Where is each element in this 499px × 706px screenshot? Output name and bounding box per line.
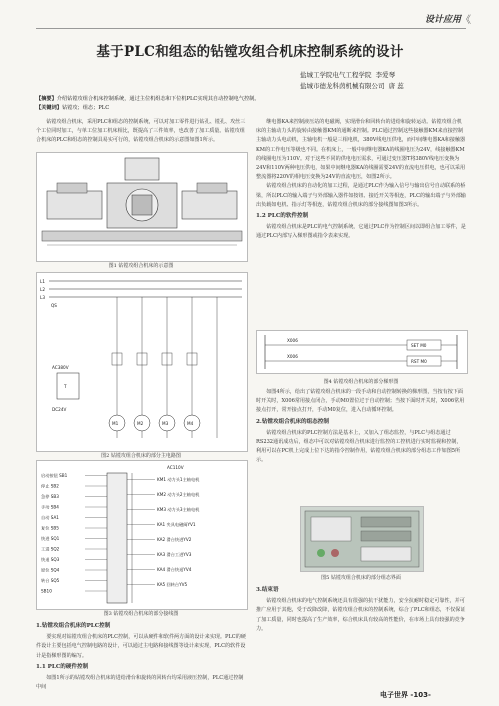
svg-text:AC110V: AC110V <box>167 465 184 470</box>
fig3-input-label: 手动 SB4 <box>41 504 59 510</box>
fig3-output-label: KM1 动力头1主轴电机 <box>157 477 200 482</box>
svg-text:M1: M1 <box>112 421 119 426</box>
fig3-input-label: 复位 SB5 <box>41 525 59 531</box>
section-mark: 《 <box>461 15 471 26</box>
fig3-input-label: 停止 SB2 <box>41 483 59 489</box>
right-col-mid: 如图4所示，给出了钻镗攻组合机床的一段手动和自动控制转换的梯形图，当按有按下面时开关时，X006常用接点闭合，手动M0置位过于自动控制；当按下面时开关时，X006常用接点打开，常开接点打开，手动M0复位，进入自动循环控制。 2.钻镗攻组合机床的组态控制 钻镗攻组合机床的PLC控制方法是基本上，又加入了组态监控，与PLC与组态通过RS232通讯成功后，组态中可以对钻镗攻组合机床进行监控的工控机进行实时监视和控制，利用可以在PC机上完成上位下达的指令控制作用，钻镗攻组合机床的部分组态工作如图5所示。 <box>256 389 465 464</box>
right-col-bottom: 3.结束语 钻镗攻组合机床的电气控制系统还具有很强的抗干扰能力，安全抗耐时稳定可靠性，并可推广应用于其他，受于改降改降，钻镗攻组合机床的控制系统，综合了PLC和组态，不仅保证了加工质量，同时也提高了生产效率，综合机床具有较高的性能价，在市场上具有较强的竞争力。 <box>256 587 466 632</box>
caption-fig5: 图5 钻镗攻组合机床的部分组态界面 <box>321 575 401 581</box>
svg-text:M2: M2 <box>137 421 144 426</box>
fig3-input-label: 启动按钮 SB1 <box>41 473 68 478</box>
paper-title: 基于PLC和组态的钻镗攻组合机床控制系统的设计 <box>96 44 404 60</box>
left-intro: 钻镗攻组合机床，采用PLC和组态的控制系统，可以对加工零件进行钻孔、镗孔、攻丝三个工位同时加工，与单工位加工机床相比，既提高了三件效率，也改善了加工质量。钻镗攻组合机床的PLC和组态的控制具易实可行的，钻镗攻组合机床的示意图如图1所示。 <box>36 119 246 144</box>
fig3-output-label: KA1 夹具电磁阀YV1 <box>157 522 196 527</box>
svg-text:SET M0: SET M0 <box>411 343 427 348</box>
left-bottom: 1.钻镗攻组合机床的PLC控制 要实现对钻镗攻组合机床的PLC控制，可以从硬件和软件两方面的设计来实现。PLC的硬件设计主要包括电气控制电路的设计，可以通过主电路和接线图等设计来实现，PLC的软件设计是指梯形图的编写。 1.1 PLC的硬件控制 如图1所示的钻镗攻组合机床的进给滑台和旋转的回转台均采用液压控制，PLC通过控制中间 <box>36 623 246 691</box>
authors <box>300 70 470 92</box>
svg-text:DC24V: DC24V <box>52 407 67 412</box>
svg-text:L3: L3 <box>40 295 45 300</box>
author-2: 盐城市德龙科茵机械有限公司 唐 蕊 <box>300 82 404 90</box>
fig3-output-label: KM3 动力头3主轴电机 <box>157 507 200 512</box>
svg-text:X006: X006 <box>287 338 298 343</box>
fig3-input-label: SB10 <box>41 588 52 594</box>
svg-text:T: T <box>64 384 67 389</box>
caption-fig3: 图3 钻镗攻组合机床的部分接线图 <box>103 611 179 617</box>
fig3-output-label: KA3 滑台工进YV3 <box>157 552 192 557</box>
author-1: 盐城工学院电气工程学院 李爱琴 <box>300 71 396 79</box>
fig3-input-label: 转台 SQ5 <box>41 578 60 583</box>
caption-fig1: 图1 钻镗攻组合机床的示意图 <box>108 263 174 269</box>
svg-text:M4: M4 <box>187 421 194 426</box>
fig3-output-label: KA4 滑台快退YV4 <box>157 567 192 572</box>
fig3-input-label: 快进 SQ1 <box>41 536 60 541</box>
svg-text:AC380V: AC380V <box>52 365 69 370</box>
fig3-output-label: KA5 回转台YV5 <box>157 582 188 587</box>
abstract: 【摘要】介绍钻镗攻组合机床控制系统，通过主位机组态和下位机PLC实现其自动控制电气控制。 【关键词】钻镗攻；组态；PLC <box>36 96 260 111</box>
svg-text:M3: M3 <box>162 421 169 426</box>
page-footer: 电子世界 -103- <box>380 691 431 699</box>
figure-3 <box>36 460 248 610</box>
svg-text:L1: L1 <box>40 279 45 284</box>
fig3-output-label: KA2 滑台快进YV2 <box>157 537 192 542</box>
caption-fig2: 图2 钻镗攻组合机床的部分主电路图 <box>101 453 181 459</box>
figure-4 <box>256 330 468 374</box>
fig3-input-label: 急停 SB3 <box>41 494 59 499</box>
svg-text:X006: X006 <box>287 354 298 359</box>
figure-2 <box>36 272 248 452</box>
fig3-input-label: 自动 SA1 <box>41 515 59 520</box>
right-col-top: 继电器KA来控制液压站的电磁阀，实现滑台和回转台的进给和旋转运动。钻镗攻组合机床的主轴动力头的旋转由接触器KM的通断来控制。PLC通过控制这些接触器KM来直接控制主轴动力头电动机，主轴电机一般是三相电机，380V线电压供电，而中间继电器KA和接触器KM的工作电压等级也不同。在机床上，一般中间继电器KA的线圈电压为24V，线接触器KM的线圈电压为110V。对于这些不同的供电电压需求，可通过变压器T将380V线电压变换为24V和110V两种电压供电，如果中间继电器KA的线圈需要24V的直流电压供电，也可以采用整流器将220V的相电压变换为24V的直流电压，如图2所示。 钻镗攻组合机床的自动化的加工过程，是通过PLC作为输入信号与输出信号自动联系的桥梁，所以PLC的输入端子与外部输入器件如按钮、接近开关等相连，PLC的输出端子与外部输出负载如电机、指示灯等相连，钻镗攻组合机床的部分接线图如图3所示。 1.2 PLC的软件控制 钻镗攻组合机床是PLC的电气控制系统，它通过PLC作为控制区间以即组合加工零件，是通过PLC内部写入梯形图或指令表来实现。 <box>256 119 466 240</box>
fig3-input-label: 工进 SQ2 <box>41 546 60 552</box>
section-tag: 设计应用 <box>424 15 461 25</box>
fig3-input-label: 快退 SQ3 <box>41 557 60 562</box>
fig3-output-label: KM2 动力头2主轴电机 <box>157 492 200 497</box>
figure-5 <box>300 506 424 572</box>
svg-text:L2: L2 <box>40 287 45 292</box>
caption-fig4: 图4 钻镗攻组合机床的部分梯形图 <box>323 379 399 385</box>
header-rule <box>36 28 466 29</box>
svg-text:QS: QS <box>51 303 57 308</box>
figure-1 <box>36 152 248 262</box>
fig3-input-label: 原位 SQ4 <box>41 567 60 573</box>
svg-text:RST M0: RST M0 <box>411 359 427 364</box>
